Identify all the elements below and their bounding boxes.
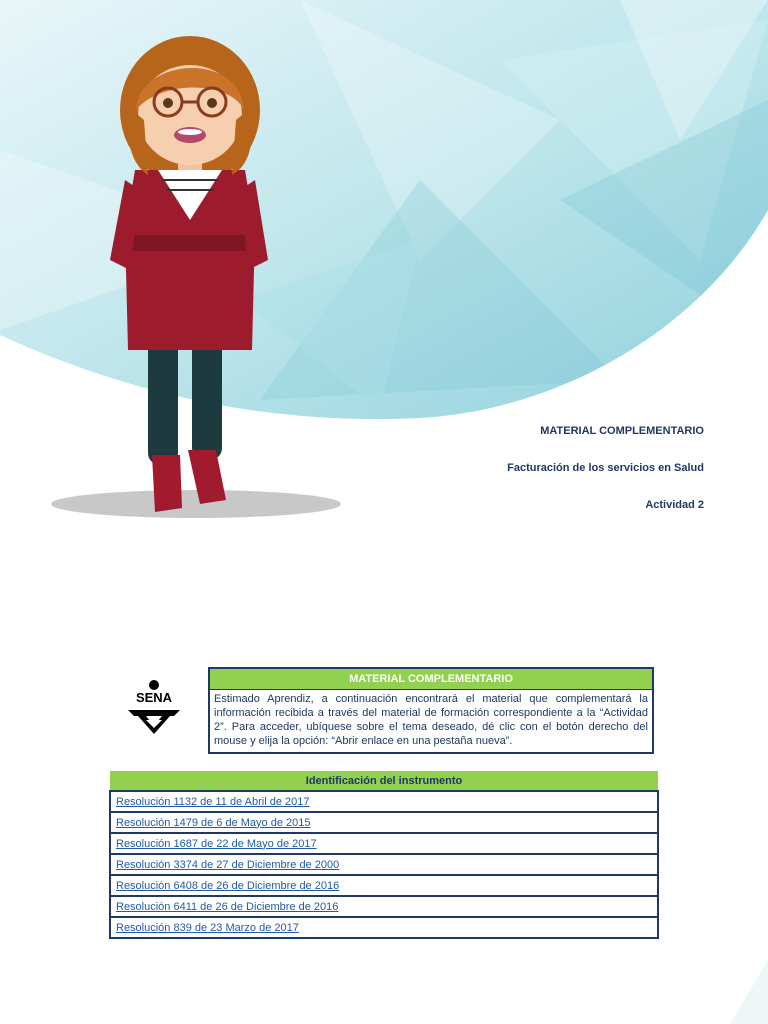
- table-row: [110, 833, 658, 854]
- sena-logo-icon: [124, 680, 184, 736]
- resolution-link[interactable]: Resolución 1687 de 22 de Mayo de 2017: [116, 837, 317, 850]
- document-title: MATERIAL COMPLEMENTARIO: [540, 425, 704, 437]
- resolution-link[interactable]: Resolución 1479 de 6 de Mayo de 2015: [116, 816, 311, 829]
- intro-box: [208, 667, 654, 754]
- resolution-link[interactable]: Resolución 6411 de 26 de Diciembre de 2016: [116, 900, 339, 913]
- intro-header: MATERIAL COMPLEMENTARIO: [210, 669, 652, 690]
- woman-illustration: [40, 30, 350, 530]
- instruments-table: [109, 771, 659, 939]
- table-row: [110, 812, 658, 833]
- resolution-link[interactable]: Resolución 1132 de 11 de Abril de 2017: [116, 795, 310, 808]
- document-subtitle: Facturación de los servicios en Salud: [507, 462, 704, 474]
- sena-logo-text: SENA: [135, 690, 173, 705]
- table-row: [110, 896, 658, 917]
- table-header: Identificación del instrumento: [110, 771, 658, 791]
- table-row: [110, 791, 658, 812]
- intro-text: Estimado Aprendiz, a continuación encontrará el material que complementará la información recibida a través del material de formación correspondiente a la “Actividad 2”. Para acceder, ubíquese sobre el tema deseado, dé clic con el botón derecho del mouse y elija la opción: “Abrir enlace en una pestaña nueva”.: [214, 693, 648, 747]
- activity-label: Actividad 2: [645, 499, 704, 511]
- resolution-link[interactable]: Resolución 6408 de 26 de Diciembre de 2016: [116, 879, 340, 892]
- table-row: [110, 917, 658, 938]
- table-row: [110, 854, 658, 875]
- resolution-link[interactable]: Resolución 3374 de 27 de Diciembre de 2000: [116, 858, 340, 871]
- table-row: [110, 875, 658, 896]
- resolution-link[interactable]: Resolución 839 de 23 Marzo de 2017: [116, 921, 299, 934]
